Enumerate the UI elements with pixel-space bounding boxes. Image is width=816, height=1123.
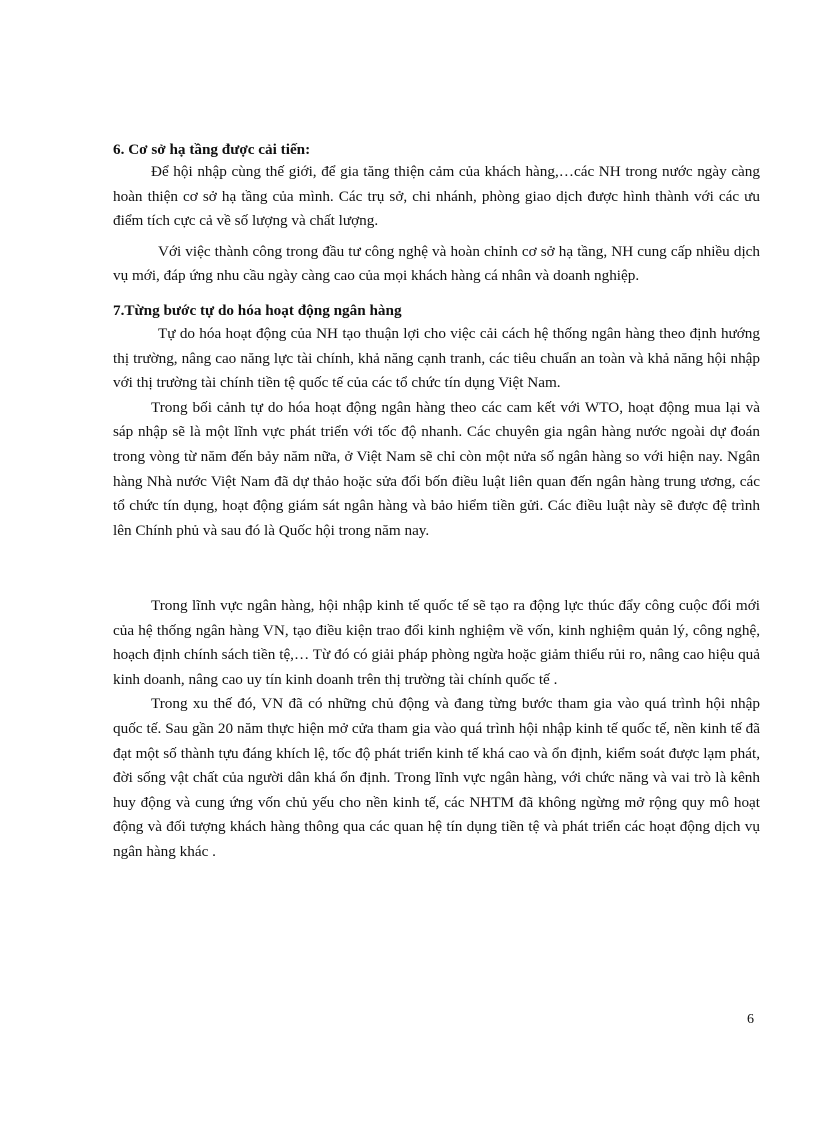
closing-paragraph-2: Trong xu thế đó, VN đã có những chủ động và đang từng bước tham gia vào quá trình hội nhập quốc tế. Sau gần 20 năm thực hiện mở cửa tham gia vào quá trình hội nhập kinh tế quốc tế, nền kinh tế đã đạt một số thành tựu đáng khích lệ, tốc độ phát triển kinh tế khá cao và ổn định, kiểm soát được lạm phát, đời sống vật chất của người dân khá ổn định. Trong lĩnh vực ngân hàng, với chức năng và vai trò là kênh huy động và cung ứng vốn chủ yếu cho nền kinh tế, các NHTM đã không ngừng mở rộng quy mô hoạt động và đối tượng khách hàng thông qua các quan hệ tín dụng tiền tệ và phát triển các hoạt động dịch vụ ngân hàng khác . — [113, 695, 760, 860]
closing-body — [113, 594, 760, 865]
closing-paragraph-1: Trong lĩnh vực ngân hàng, hội nhập kinh tế quốc tế sẽ tạo ra động lực thúc đẩy công cuộc đổi mới của hệ thống ngân hàng VN, tạo điều kiện trao đổi kinh nghiệm về vốn, kinh nghiệm quản lý, công nghệ, hoạch định chính sách tiền tệ,… Từ đó có giải pháp phòng ngừa hoặc giảm thiểu rủi ro, nâng cao hiệu quả kinh doanh, nâng cao uy tín kinh doanh trên thị trường tài chính quốc tế . — [113, 597, 760, 688]
section-6-heading: 6. Cơ sở hạ tầng được cải tiến: — [113, 141, 311, 158]
section-6-paragraph-1: Để hội nhập cùng thế giới, để gia tăng thiện cảm của khách hàng,…các NH trong nước ngày càng hoàn thiện cơ sở hạ tầng của mình. Các trụ sở, chi nhánh, phòng giao dịch được hình thành với các ưu điểm tích cực cả về số lượng và chất lượng. — [113, 163, 760, 230]
section-7-body — [113, 322, 760, 543]
section-7-paragraph-1: Tự do hóa hoạt động của NH tạo thuận lợi cho việc cải cách hệ thống ngân hàng theo định hướng thị trường, nâng cao năng lực tài chính, khả năng cạnh tranh, các tiêu chuẩn an toàn và khả năng hội nhập với thị trường tài chính tiền tệ quốc tế của các tổ chức tín dụng Việt Nam. — [113, 325, 760, 392]
section-7-paragraph-2: Trong bối cảnh tự do hóa hoạt động ngân hàng theo các cam kết với WTO, hoạt động mua lại và sáp nhập sẽ là một lĩnh vực phát triển với tốc độ nhanh. Các chuyên gia ngân hàng nước ngoài dự đoán trong vòng từ năm đến bảy năm nữa, ở Việt Nam sẽ chỉ còn một nửa số ngân hàng so với hiện nay. Ngân hàng Nhà nước Việt Nam đã dự thảo hoặc sửa đổi bốn điều luật liên quan đến ngân hàng trung ương, các tổ chức tín dụng, hoạt động giám sát ngân hàng và bảo hiểm tiền gửi. Các điều luật này sẽ được đệ trình lên Chính phủ và sau đó là Quốc hội trong năm nay. — [113, 398, 760, 539]
page-number: 6 — [747, 1012, 754, 1027]
section-7-heading: 7.Từng bước tự do hóa hoạt động ngân hàng — [113, 302, 402, 319]
section-6-paragraph-2: Với việc thành công trong đầu tư công nghệ và hoàn chỉnh cơ sở hạ tầng, NH cung cấp nhiều dịch vụ mới, đáp ứng nhu cầu ngày càng cao của mọi khách hàng cá nhân và doanh nghiệp. — [113, 242, 760, 285]
section-6-body — [113, 160, 760, 289]
